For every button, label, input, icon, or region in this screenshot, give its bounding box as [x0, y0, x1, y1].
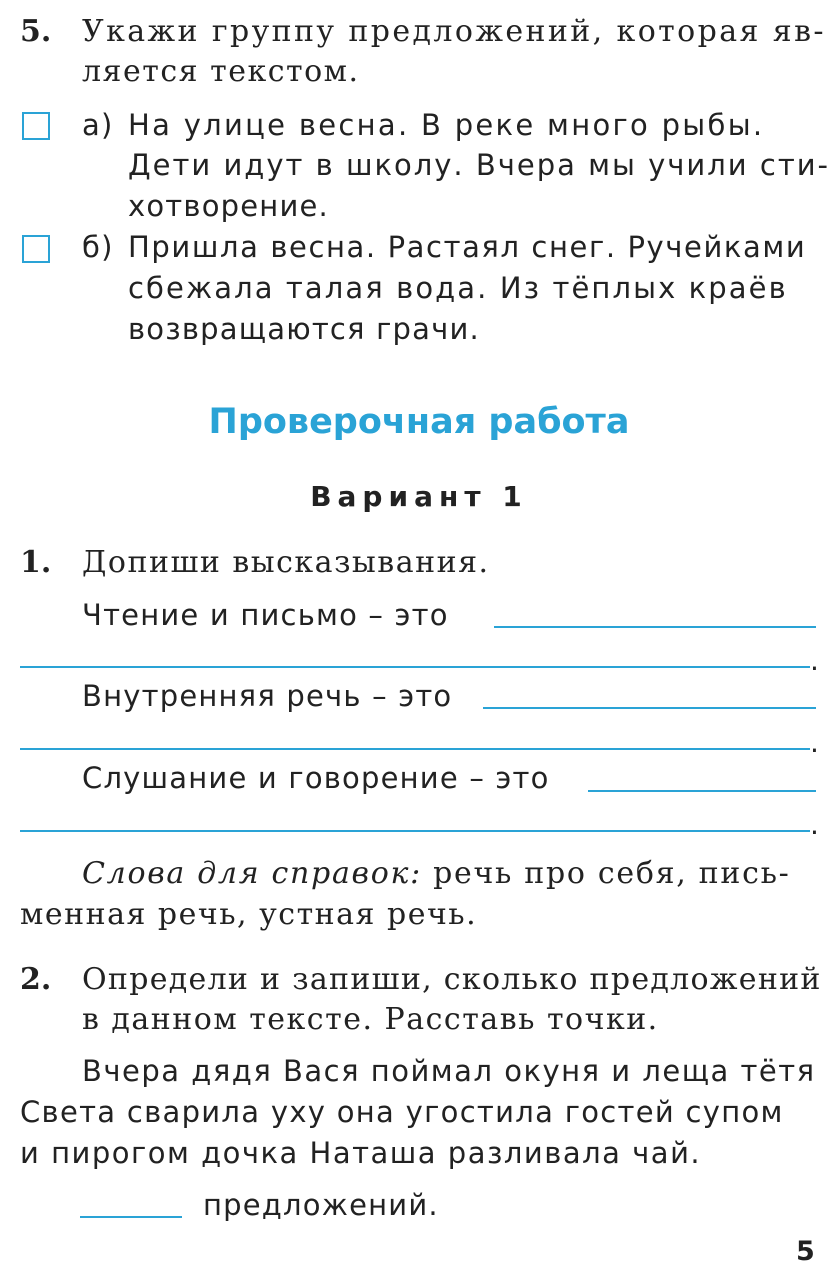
- task-1-number: 1.: [20, 545, 52, 580]
- statement-2-blank-a[interactable]: [483, 707, 816, 709]
- statement-3-period: .: [810, 808, 819, 841]
- task-2-line-1: Определи и запиши, сколько предложений: [82, 962, 822, 997]
- statement-1-period: .: [810, 644, 819, 677]
- reference-words-label: Слова для справок:: [82, 856, 422, 891]
- statement-2-blank-b[interactable]: [20, 748, 810, 750]
- option-a-line-2: Дети идут в школу. Вчера мы учили сти-: [128, 148, 831, 182]
- passage-line-1: Вчера дядя Вася поймал окуня и леща тётя: [82, 1054, 816, 1088]
- sentence-count-suffix: предложений.: [203, 1188, 439, 1222]
- question-5-line-2: ляется текстом.: [82, 54, 360, 89]
- statement-3-blank-a[interactable]: [588, 790, 816, 792]
- variant-heading: Вариант 1: [310, 480, 528, 513]
- reference-words-line-2: менная речь, устная речь.: [20, 897, 478, 932]
- reference-words-part-1: речь про себя, пись-: [421, 856, 791, 891]
- option-a-label: а): [82, 108, 114, 142]
- statement-1-blank-b[interactable]: [20, 666, 810, 668]
- option-a-checkbox[interactable]: [22, 112, 50, 140]
- statement-1-blank-a[interactable]: [494, 626, 816, 628]
- option-b-line-1: Пришла весна. Растаял снег. Ручейками: [128, 230, 807, 264]
- statement-3-blank-b[interactable]: [20, 830, 810, 832]
- task-1-instruction: Допиши высказывания.: [82, 545, 490, 580]
- statement-1-prefix: Чтение и письмо – это: [82, 598, 449, 632]
- question-5-line-1: Укажи группу предложений, которая яв-: [82, 14, 826, 49]
- task-2-line-2: в данном тексте. Расставь точки.: [82, 1002, 659, 1037]
- option-b-checkbox[interactable]: [22, 235, 50, 263]
- statement-2-period: .: [810, 726, 819, 759]
- option-b-line-3: возвращаются грачи.: [128, 312, 480, 346]
- section-title: Проверочная работа: [208, 402, 630, 442]
- statement-2-prefix: Внутренняя речь – это: [82, 679, 453, 713]
- option-b-label: б): [82, 230, 114, 264]
- passage-line-2: Света сварила уху она угостила гостей супом: [20, 1095, 784, 1129]
- sentence-count-blank[interactable]: [80, 1216, 182, 1218]
- question-5-number: 5.: [20, 14, 52, 49]
- option-a-line-3: хотворение.: [128, 189, 329, 223]
- reference-words-line-1: [82, 856, 790, 891]
- statement-3-prefix: Слушание и говорение – это: [82, 761, 550, 795]
- passage-line-3: и пирогом дочка Наташа разливала чай.: [20, 1136, 702, 1170]
- option-b-line-2: сбежала талая вода. Из тёплых краёв: [128, 271, 788, 305]
- option-a-line-1: На улице весна. В реке много рыбы.: [128, 108, 765, 142]
- page-number: 5: [796, 1236, 815, 1267]
- task-2-number: 2.: [20, 962, 52, 997]
